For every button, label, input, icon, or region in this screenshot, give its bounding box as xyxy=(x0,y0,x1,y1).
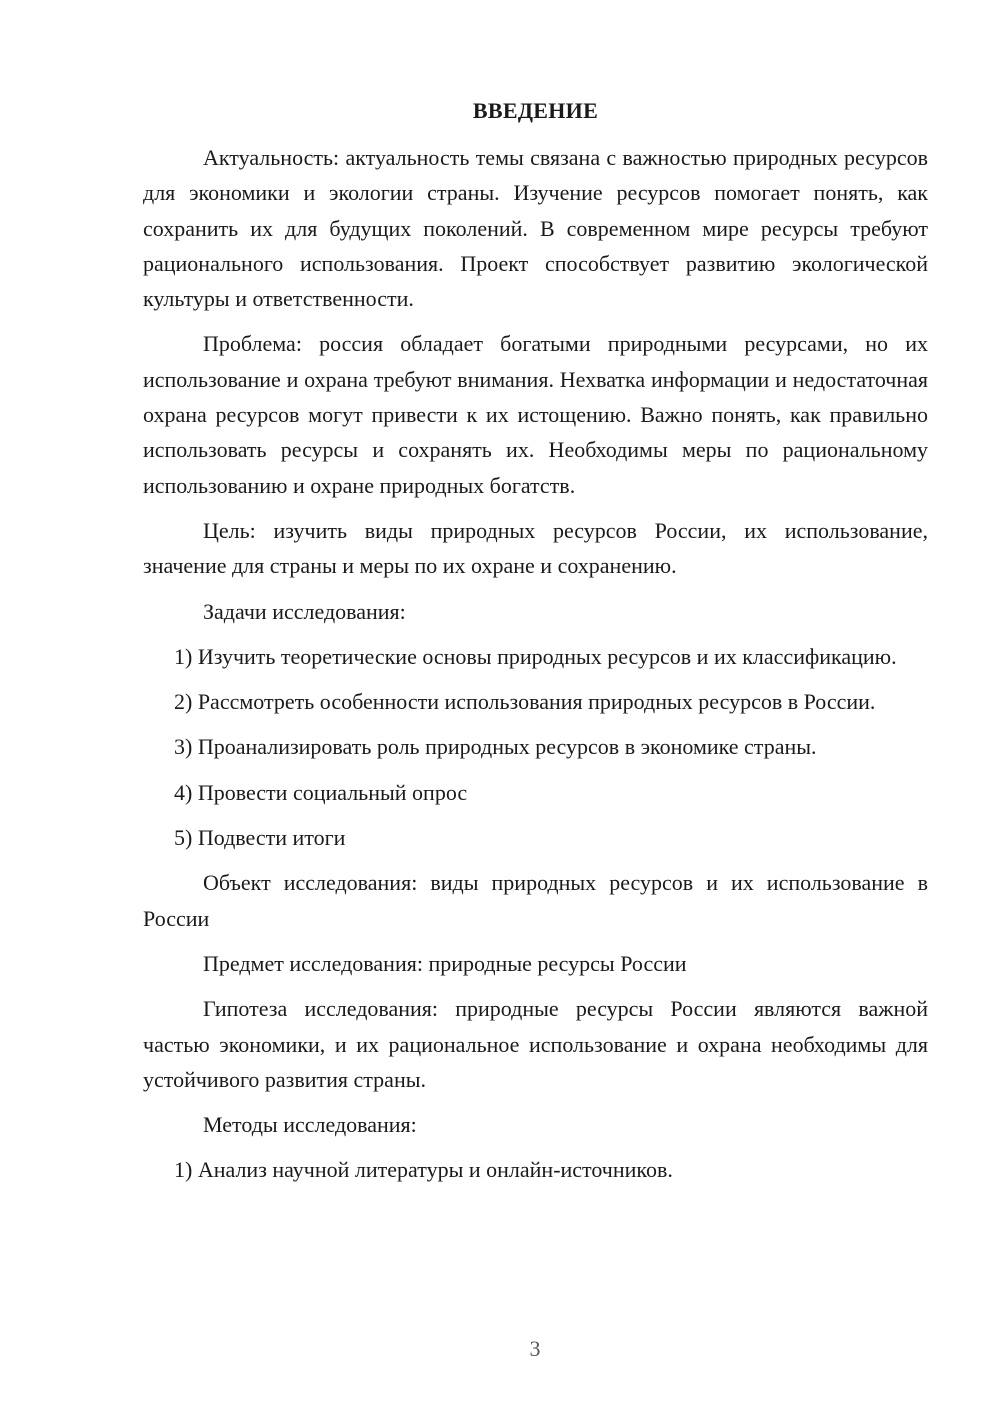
task-item-2: 2) Рассмотреть особенности использования природных ресурсов в России. xyxy=(174,689,876,715)
page-title: ВВЕДЕНИЕ xyxy=(472,98,599,123)
object-paragraph: Объект исследования: виды природных ресурсов и их использование в России xyxy=(143,870,928,931)
hypothesis-paragraph: Гипотеза исследования: природные ресурсы России являются важной частью экономики, и их рациональное использование и охрана необходимы для устойчивого развития страны. xyxy=(143,996,928,1092)
task-item-4: 4) Провести социальный опрос xyxy=(174,779,468,805)
tasks-title: Задачи исследования: xyxy=(203,598,406,624)
document-page xyxy=(143,96,928,1188)
method-item-1: 1) Анализ научной литературы и онлайн-источников. xyxy=(174,1157,673,1183)
task-item-5: 5) Подвести итоги xyxy=(174,825,346,851)
task-item-3: 3) Проанализировать роль природных ресурсов в экономике страны. xyxy=(174,734,817,760)
subject-paragraph: Предмет исследования: природные ресурсы России xyxy=(203,950,687,976)
task-item-1: 1) Изучить теоретические основы природных ресурсов и их классификацию. xyxy=(174,643,897,669)
methods-title: Методы исследования: xyxy=(203,1112,417,1138)
goal-paragraph: Цель: изучить виды природных ресурсов России, их использование, значение для страны и меры по их охране и сохранению. xyxy=(143,517,928,579)
relevance-paragraph: Актуальность: актуальность темы связана с важностью природных ресурсов для экономики и экологии страны. Изучение ресурсов помогает понять, как сохранить их для будущих поколений. В современном мире ресурсы требуют рационального использования. Проект способствует развитию экологической культуры и ответственности. xyxy=(143,145,928,312)
page-number: 3 xyxy=(529,1336,541,1361)
problem-paragraph: Проблема: россия обладает богатыми природными ресурсами, но их использование и охрана требуют внимания. Нехватка информации и недостаточная охрана ресурсов могут привести к их истощению. Важно понять, как правильно использовать ресурсы и сохранять их. Необходимы меры по рациональному использованию и охране природных богатств. xyxy=(143,331,928,498)
